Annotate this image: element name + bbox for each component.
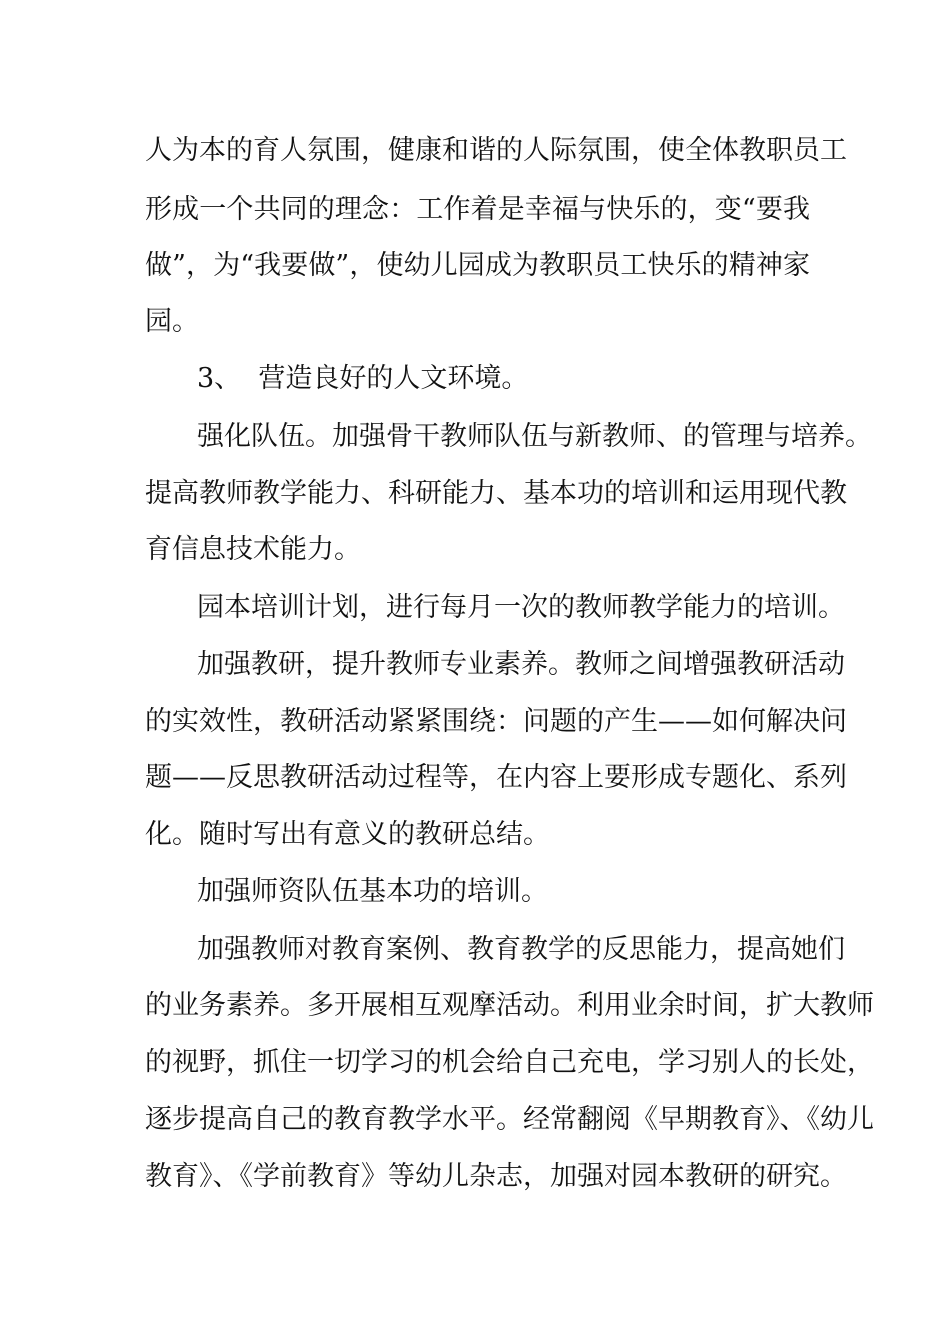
text-line: 的实效性，教研活动紧紧围绕：问题的产生——如何解决问 (145, 706, 847, 737)
text-line: 的业务素养。多开展相互观摩活动。利用业余时间，扩大教师 (145, 990, 874, 1021)
text-line: 题——反思教研活动过程等，在内容上要形成专题化、系列 (145, 762, 847, 793)
text-line: 加强教研，提升教师专业素养。教师之间增强教研活动 (197, 649, 845, 680)
text-line: 做”，为“我要做”，使幼儿园成为教职员工快乐的精神家 (145, 250, 810, 281)
text-line: 教育》、《学前教育》等幼儿杂志，加强对园本教研的研究。 (145, 1161, 847, 1192)
text-line: 提高教师教学能力、科研能力、基本功的培训和运用现代教 (145, 478, 847, 509)
text-line: 逐步提高自己的教育教学水平。经常翻阅《早期教育》、《幼儿 (145, 1104, 874, 1135)
text-line: 园本培训计划，进行每月一次的教师教学能力的培训。 (197, 592, 845, 623)
text-line: 加强师资队伍基本功的培训。 (197, 876, 548, 907)
text-line: 加强教师对教育案例、教育教学的反思能力，提高她们 (197, 934, 845, 965)
text-line: 形成一个共同的理念：工作着是幸福与快乐的，变“要我 (145, 194, 810, 225)
text-line: 化。随时写出有意义的教研总结。 (145, 819, 550, 850)
text-line: 育信息技术能力。 (145, 534, 361, 565)
text-line: 强化队伍。加强骨干教师队伍与新教师、的管理与培养。 (197, 421, 872, 452)
text-line: 人为本的育人氛围，健康和谐的人际氛围，使全体教职员工 (145, 135, 847, 166)
text-line: 园。 (145, 306, 199, 337)
section-heading: 3、 营造良好的人文环境。 (197, 363, 529, 394)
text-line: 的视野，抓住一切学习的机会给自己充电，学习别人的长处， (145, 1047, 874, 1078)
